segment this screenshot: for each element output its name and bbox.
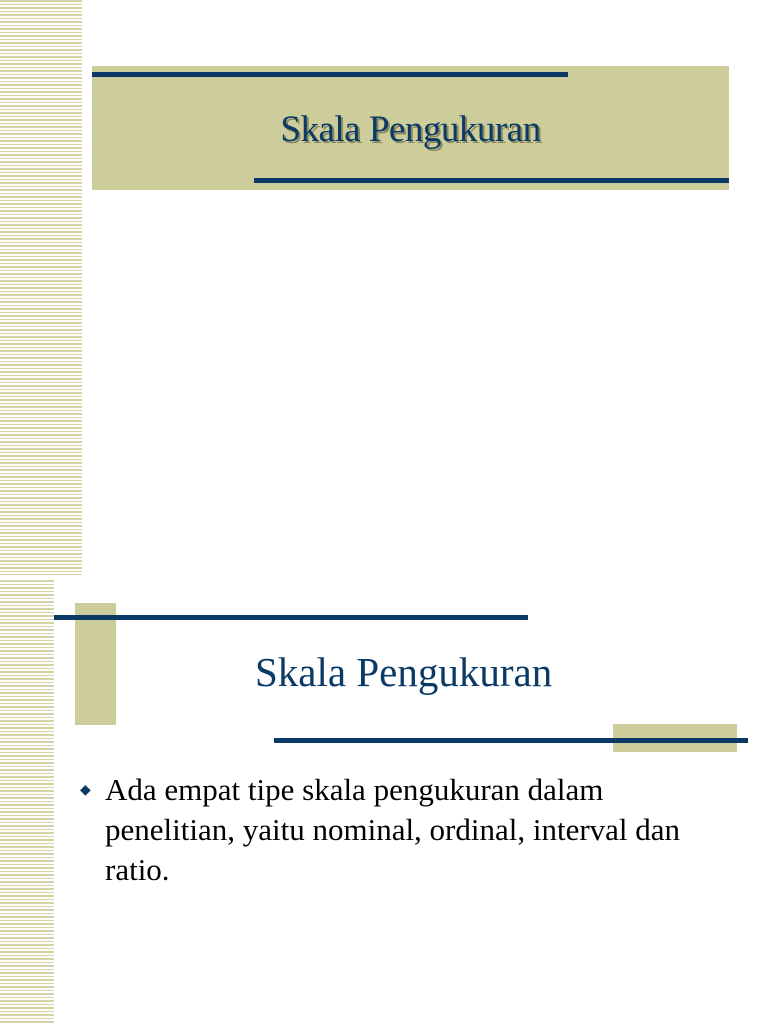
slide2-bottom-rule xyxy=(274,738,748,743)
slide2-top-rule xyxy=(54,615,528,620)
slide2-title: Skala Pengukuran xyxy=(255,649,553,695)
bullet-text: Ada empat tipe skala pengukuran dalam penelitian, yaitu nominal, ordinal, interval dan ratio. xyxy=(105,772,681,887)
slide2-stripe-decoration xyxy=(0,580,54,1024)
slide1-stripe-decoration xyxy=(0,0,82,575)
slide2-vertical-block xyxy=(75,603,116,725)
slide1-top-rule xyxy=(92,72,568,77)
slide1-title: Skala Pengukuran xyxy=(280,109,541,150)
slide1-bottom-rule xyxy=(254,178,729,183)
diamond-bullet-icon: ◆ xyxy=(80,783,91,798)
